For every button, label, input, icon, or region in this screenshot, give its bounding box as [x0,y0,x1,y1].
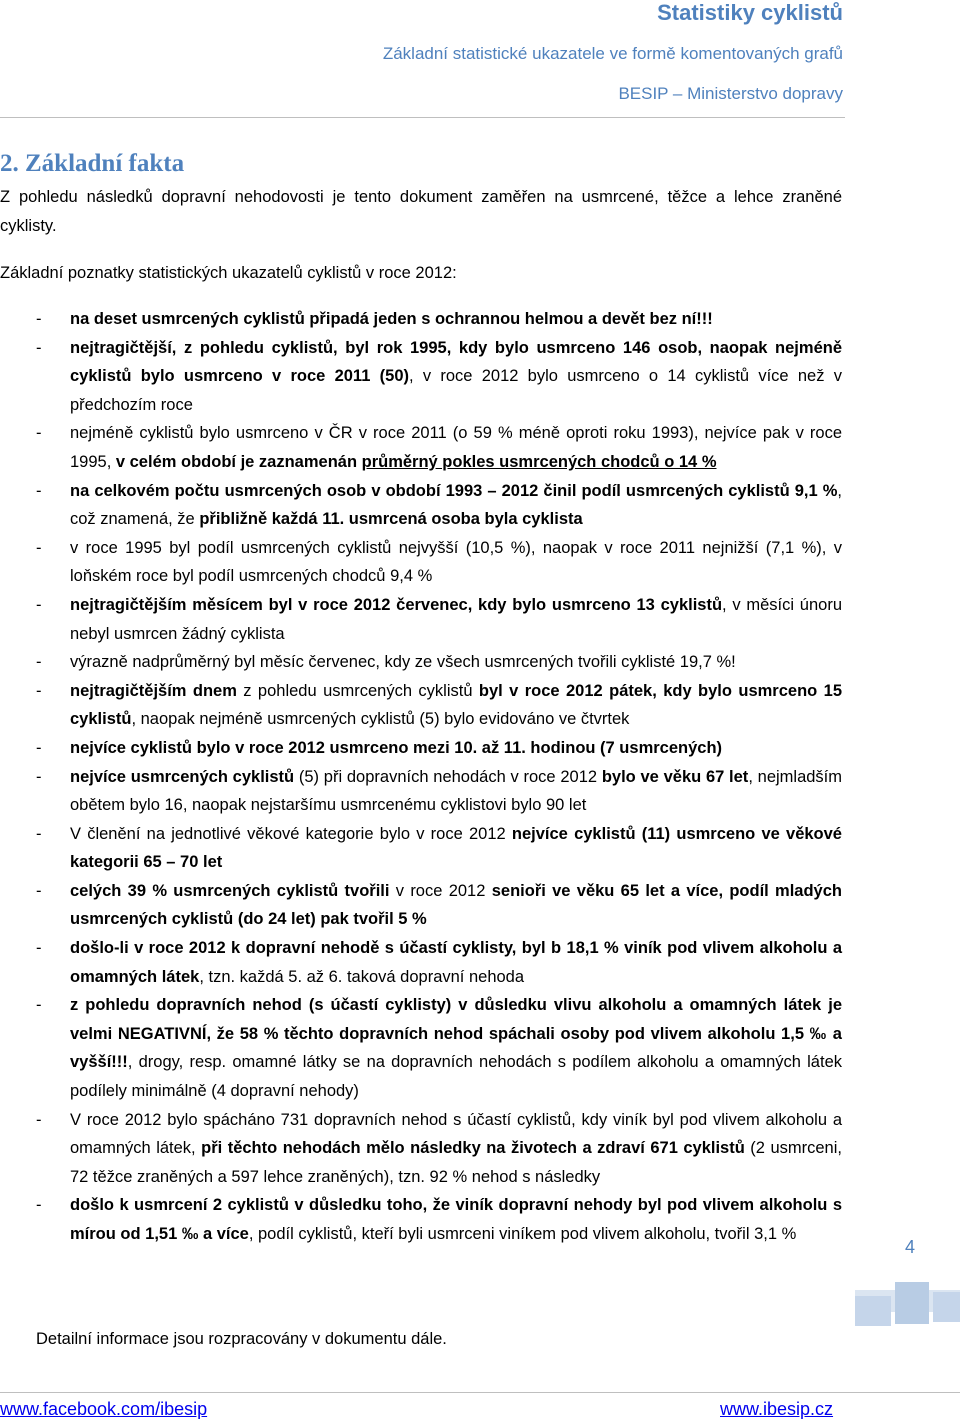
bullet-dash: - [36,1196,42,1215]
bullet-dash: - [36,767,42,786]
list-item [0,934,842,991]
bullet-dash: - [36,338,42,357]
list-item-text: došlo-li v roce 2012 k dopravní nehodě s účastí cyklisty, byl b 18,1 % viník pod vlivem alkoholu a omamných látek [70,939,842,986]
list-item-text: v roce 1995 byl podíl usmrcených cyklistů nejvyšší (10,5 %), naopak v roce 2011 nejnižší (7,1 %), v loňském roce byl podíl usmrcených chodců 9,4 % [70,538,842,586]
list-item-text: z pohledu usmrcených cyklistů [236,681,479,700]
bullet-dash: - [36,653,42,672]
list-item-text: , drogy, resp. omamné látky se na dopravních nehodách s podílem alkoholu a omamných látek podílely minimálně (4 dopravní nehody) [70,1053,842,1101]
organization-label: BESIP – Ministerstvo dopravy [618,84,843,103]
section-heading: 2. Základní fakta [0,150,185,177]
list-item [0,534,842,591]
list-item-text: , v měsíci únoru nebyl usmrcen žádný cyklista [70,595,842,643]
bullet-dash: - [36,738,42,757]
list-item-text: , podíl cyklistů, kteří byli usmrceni viníkem pod vlivem alkoholu, tvořil 3,1 % [248,1225,797,1243]
list-item-text: průměrný pokles usmrcených chodců o 14 % [361,452,717,471]
list-item-text: nejvíce cyklistů bylo v roce 2012 usmrceno mezi 10. až 11. hodinou (7 usmrcených) [70,738,723,757]
list-item [0,419,842,476]
list-item-text: přibližně každá 11. usmrcená osoba byla cyklista [199,510,583,529]
list-item-text: senioři ve věku 65 let a více, podíl mladých usmrcených cyklistů (do 24 let) pak tvořil 5 % [70,881,842,929]
bullet-dash: - [36,824,42,843]
list-item [0,1191,842,1248]
list-item [0,820,842,877]
list-item-text: , což znamená, že [70,481,842,529]
bullet-dash: - [36,595,42,614]
list-item [0,734,842,763]
list-item [0,763,842,820]
list-item-text: nejtragičtějším dnem [70,681,237,700]
list-item-text: , v roce 2012 bylo usmrceno o 14 cyklistů více než v předchozím roce [70,367,842,414]
facts-list [0,305,842,1249]
header-divider [0,117,845,118]
bullet-dash: - [36,424,42,443]
website-link[interactable]: www.ibesip.cz [720,1399,834,1419]
list-item-text: (5) při dopravních nehodách v roce 2012 [294,767,602,786]
page-number: 4 [905,1237,916,1257]
list-item-text: V členění na jednotlivé věkové kategorie bylo v roce 2012 [70,824,512,843]
facebook-link[interactable]: www.facebook.com/ibesip [0,1399,208,1419]
list-item-text: z pohledu dopravních nehod (s účastí cyklisty) v důsledku vlivu alkoholu a omamných látek je velmi NEGATIVNÍ, že 58 % těchto dopravních nehod spáchali osoby pod vlivem alkoholu 1,5 ‰ a vyšší!!! [70,996,842,1072]
basics-paragraph: Základní poznatky statistických ukazatelů cyklistů v roce 2012: [0,264,457,282]
list-item-text: výrazně nadprůměrný byl měsíc červenec, kdy ze všech usmrcených tvořili cyklisté 19,7 %! [70,653,736,672]
list-item [0,477,842,534]
list-item-text: nejtragičtějším měsícem byl v roce 2012 červenec, kdy bylo usmrceno 13 cyklistů [70,595,723,614]
bullet-dash: - [36,681,42,700]
list-item-text: na deset usmrcených cyklistů připadá jeden s ochrannou helmou a devět bez ní!!! [70,310,713,328]
list-item-text: při těchto nehodách mělo následky na životech a zdraví 671 cyklistů [201,1139,745,1158]
list-item-text: nejvíce cyklistů (11) usmrceno ve věkové kategorii 65 – 70 let [70,824,842,872]
bullet-dash: - [36,996,42,1015]
list-item-text: bylo ve věku 67 let [601,767,749,786]
list-item-text: , tzn. každá 5. až 6. taková dopravní nehoda [199,967,525,986]
page-corner-decoration [855,1282,960,1330]
list-item [0,648,842,677]
bullet-dash: - [36,481,42,500]
bullet-dash: - [36,310,42,328]
list-item [0,305,842,334]
bullet-dash: - [36,538,42,557]
list-item [0,877,842,934]
bullet-dash: - [36,881,42,900]
list-item-text: V roce 2012 bylo spácháno 731 dopravních nehod s účastí cyklistů, kdy viník byl pod vlivem alkoholu a omamných látek, [70,1110,842,1158]
footer-divider [0,1392,960,1393]
list-item [0,991,842,1105]
detail-note: Detailní informace jsou rozpracovány v dokumentu dále. [36,1330,447,1348]
list-item-text: nejvíce usmrcených cyklistů [70,767,295,786]
list-item-text: nejtragičtější, z pohledu cyklistů, byl rok 1995, kdy bylo usmrceno 146 osob, naopak nejméně cyklistů bylo usmrceno v roce 2011 (50) [70,338,842,386]
intro-paragraph: Z pohledu následků dopravní nehodovosti je tento dokument zaměřen na usmrcené, těžce a lehce zraněné cyklisty. [0,188,842,235]
bullet-dash: - [36,1110,42,1129]
list-item-text: celých 39 % usmrcených cyklistů tvořili [70,881,390,900]
list-item-text: , naopak nejméně usmrcených cyklistů (5) bylo evidováno ve čtvrtek [131,710,630,729]
list-item-text: na celkovém počtu usmrcených osob v období 1993 – 2012 činil podíl usmrcených cyklistů 9,1 % [70,481,838,500]
list-item-text: v roce 2012 [389,881,492,900]
document-title: Statistiky cyklistů [657,0,843,25]
list-item-text: , nejmladším obětem bylo 16, naopak nejstaršímu usmrcenému cyklistovi bylo 90 let [70,767,843,815]
list-item [0,334,842,420]
list-item-text: došlo k usmrcení 2 cyklistů v důsledku toho, že viník dopravní nehody byl pod vlivem alkoholu s mírou od 1,51 ‰ a více [70,1196,842,1243]
list-item-text: (2 usmrceni, 72 těžce zraněných a 597 lehce zraněných), tzn. 92 % nehod s následky [70,1139,842,1186]
list-item [0,1106,842,1192]
list-item [0,591,842,648]
list-item [0,677,842,734]
list-item-text: byl v roce 2012 pátek, kdy bylo usmrceno 15 cyklistů [70,681,842,729]
list-item-text: v celém období je zaznamenán [115,452,362,471]
list-item-text: nejméně cyklistů bylo usmrceno v ČR v roce 2011 (o 59 % méně oproti roku 1993), nejvíce pak v roce 1995, [70,424,842,471]
document-subtitle: Základní statistické ukazatele ve formě komentovaných grafů [382,44,843,63]
bullet-dash: - [36,939,42,958]
